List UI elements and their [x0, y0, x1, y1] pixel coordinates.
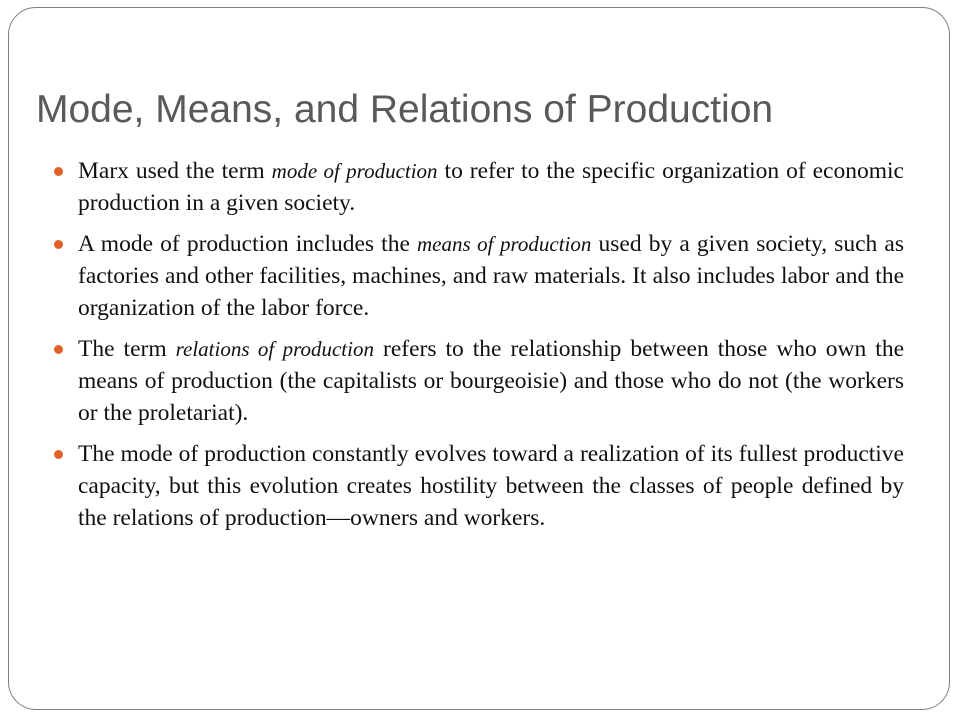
bullet-item [52, 228, 904, 324]
bullet-term: relations of production [175, 337, 374, 361]
bullet-item [52, 155, 904, 219]
bullet-icon [54, 450, 63, 459]
bullet-text-after: refers to the relationship between those who own the means of production (the capitalists or bourgeoisie) and those who do not (the workers or the proletariat). [78, 336, 904, 426]
bullet-icon [54, 240, 63, 249]
bullet-term: means of production [417, 232, 592, 256]
bullet-text-before: Marx used the term [78, 158, 272, 184]
bullet-icon [54, 167, 63, 176]
bullet-text-after: to refer to the specific organization of economic production in a given society. [78, 158, 904, 216]
bullet-text [78, 231, 904, 321]
bullet-text-before: The term [78, 336, 176, 362]
bullet-text-after: used by a given society, such as factories and other facilities, machines, and raw materials. It also includes labor and the organization of the labor force. [78, 231, 904, 321]
bullet-list [52, 155, 904, 543]
bullet-item [52, 438, 904, 534]
slide-title: Mode, Means, and Relations of Production [36, 88, 774, 131]
bullet-text [78, 441, 904, 531]
bullet-text [78, 158, 904, 216]
bullet-item [52, 333, 904, 429]
bullet-term: mode of production [271, 159, 438, 183]
bullet-text [78, 336, 904, 426]
bullet-text-before: The mode of production constantly evolves toward a realization of its fullest productive capacity, but this evolution creates hostility between the classes of people defined by the relations of production—owners and workers. [78, 441, 904, 531]
bullet-text-before: A mode of production includes the [78, 231, 418, 257]
bullet-icon [54, 345, 63, 354]
